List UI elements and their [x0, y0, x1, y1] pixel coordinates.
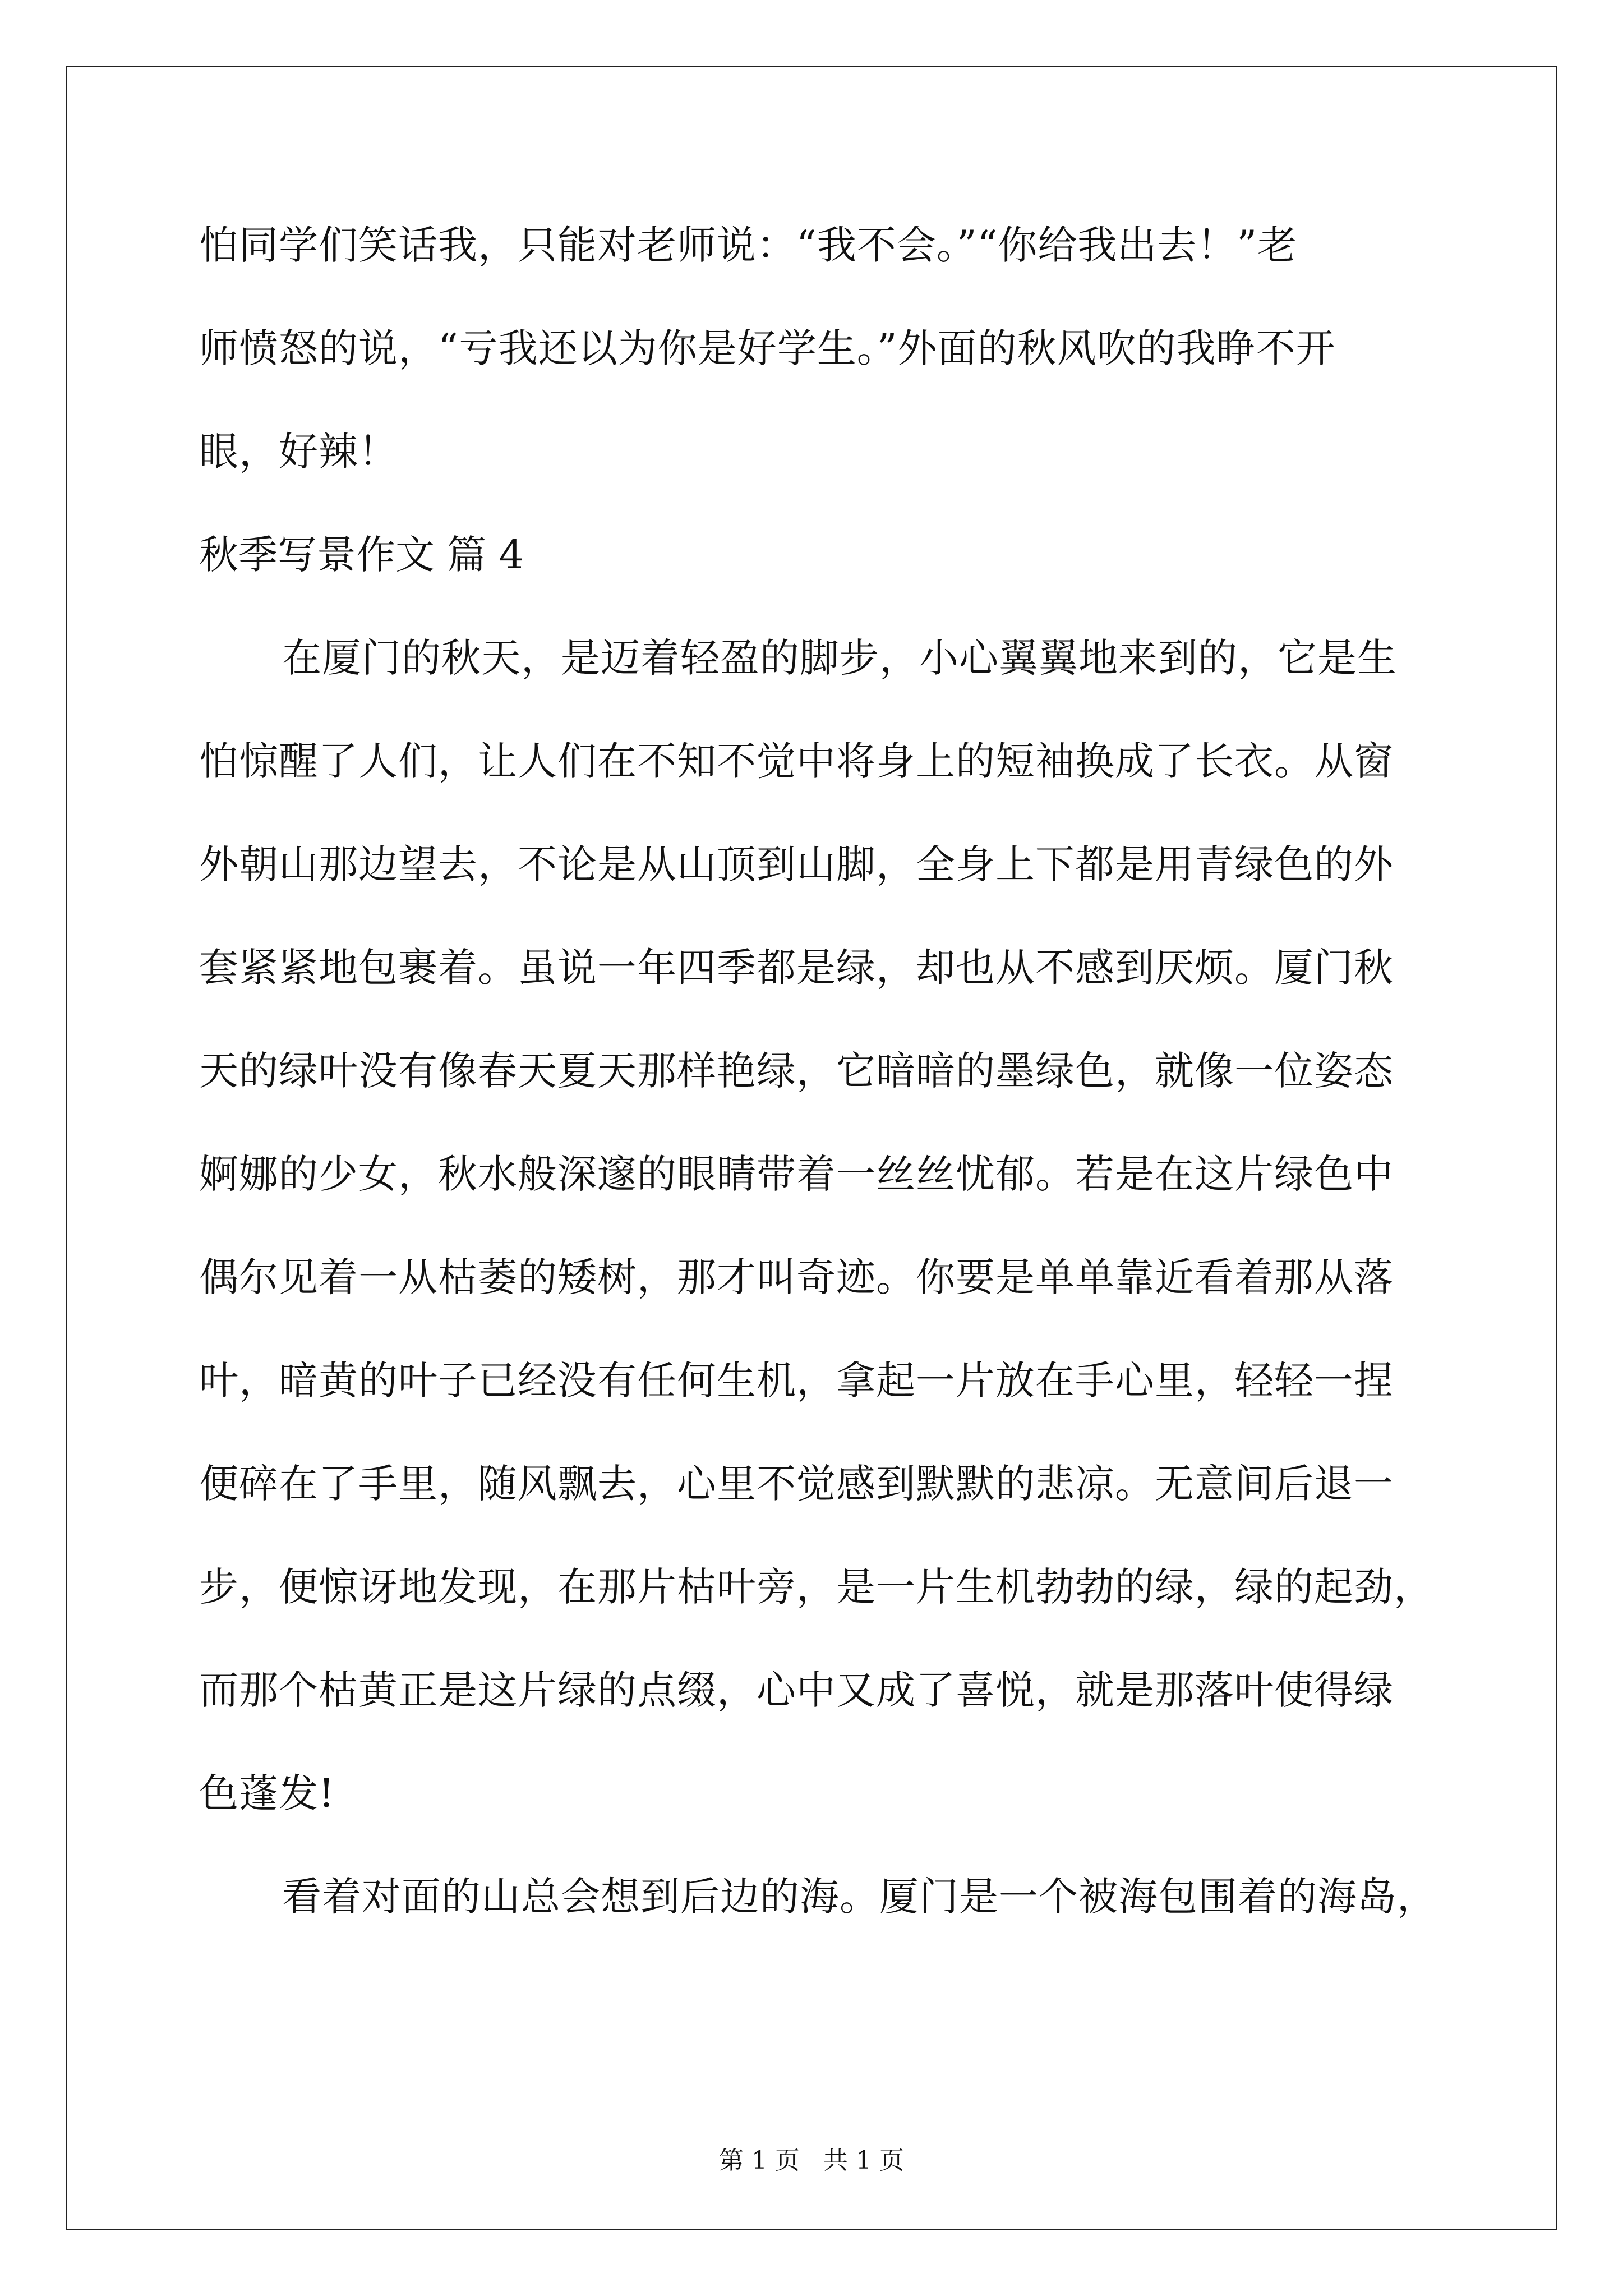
text-line: 偶尔见着一从枯萎的矮树，那才叫奇迹。你要是单单靠近看着那从落 — [199, 1254, 1394, 1300]
text-line: 怕同学们笑话我，只能对老师说：“我不会。”“你给我出去！”老 — [199, 222, 1298, 268]
text-line: 看着对面的山总会想到后边的海。厦门是一个被海包围着的海岛， — [282, 1874, 1437, 1920]
text-line: 天的绿叶没有像春天夏天那样艳绿，它暗暗的墨绿色，就像一位姿态 — [199, 1048, 1394, 1094]
text-line: 色蓬发! — [199, 1770, 335, 1816]
text-line: 叶，暗黄的叶子已经没有任何生机，拿起一片放在手心里，轻轻一捏 — [199, 1358, 1394, 1404]
text-line: 套紧紧地包裹着。虽说一年四季都是绿，却也从不感到厌烦。厦门秋 — [199, 945, 1394, 991]
section-title: 秋季写景作文 篇 4 — [199, 532, 524, 578]
text-line: 外朝山那边望去，不论是从山顶到山脚，全身上下都是用青绿色的外 — [199, 841, 1394, 887]
text-line: 师愤怒的说，“亏我还以为你是好学生。”外面的秋风吹的我睁不开 — [199, 325, 1336, 371]
document-body — [199, 194, 1441, 1948]
paragraph-continued — [199, 194, 1441, 503]
text-line: 在厦门的秋天，是迈着轻盈的脚步，小心翼翼地来到的，它是生 — [282, 635, 1397, 681]
paragraph-1 — [199, 606, 1441, 1845]
text-line: 步，便惊讶地发现，在那片枯叶旁，是一片生机勃勃的绿，绿的起劲， — [199, 1564, 1433, 1610]
text-line: 眼，好辣！ — [199, 429, 398, 475]
text-line: 便碎在了手里，随风飘去，心里不觉感到默默的悲凉。无意间后退一 — [199, 1461, 1394, 1507]
text-line: 怕惊醒了人们，让人们在不知不觉中将身上的短袖换成了长衣。从窗 — [199, 738, 1394, 784]
text-line: 婀娜的少女，秋水般深邃的眼睛带着一丝丝忧郁。若是在这片绿色中 — [199, 1151, 1394, 1197]
text-line: 而那个枯黄正是这片绿的点缀，心中又成了喜悦，就是那落叶使得绿 — [199, 1667, 1394, 1713]
page-number: 第 1 页 共 1 页 — [719, 2146, 904, 2175]
paragraph-2 — [199, 1845, 1441, 1948]
